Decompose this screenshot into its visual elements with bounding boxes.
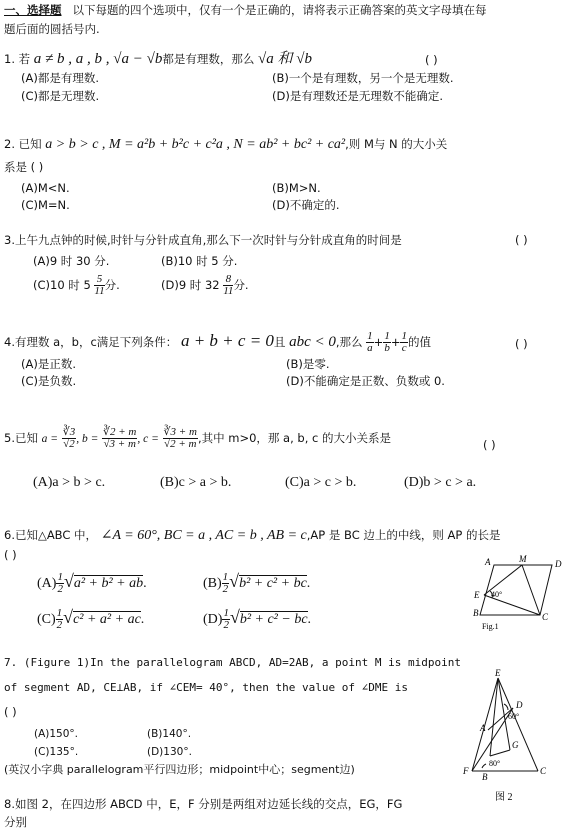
section-header: 一、选择题 [4, 3, 62, 17]
figure-2-quadrilateral [460, 668, 560, 804]
question-1 [4, 52, 312, 67]
q4-frac-c [400, 331, 408, 354]
q6-d-radicand: b² + c² − bc [239, 612, 308, 627]
figure-1-parallelogram [472, 553, 572, 631]
q5-b-frac [102, 427, 137, 450]
q2-option-a[interactable]: (A)M<N. [21, 181, 70, 195]
q3-option-a[interactable]: (A)9 时 30 分. [33, 254, 110, 268]
fig1-label-m: M [519, 554, 527, 564]
q6-b-sqrt-icon: √ [229, 571, 240, 591]
q3-c-fraction [94, 274, 104, 297]
q1-option-c[interactable]: (C)都是无理数. [21, 89, 100, 103]
q1-answer-paren[interactable]: ( ) [425, 53, 438, 67]
q5-c-eq: , c = [137, 433, 159, 445]
q6-a-label: (A) [37, 576, 57, 591]
q1-number: 1. [4, 52, 15, 66]
fig1-segment-mc [522, 565, 540, 615]
q5-a-frac [62, 427, 77, 450]
instruction-line-1 [4, 3, 486, 18]
fig2-angle-arc-2 [482, 764, 486, 768]
q3-d-den: 11 [223, 285, 234, 297]
q7-glossary: (英汉小字典 parallelogram平行四边形；midpoint中心；segment边) [4, 763, 355, 776]
q4-f3d: c [401, 342, 407, 354]
question-8-line-2: 分别 [4, 815, 27, 829]
q5-option-b[interactable]: (B)c > a > b. [160, 475, 232, 490]
q3-d-num: 8 [223, 274, 233, 286]
q3-option-b[interactable]: (B)10 时 5 分. [161, 254, 238, 268]
fig2-label-g: G [512, 740, 519, 750]
q4-f1d: a [367, 342, 373, 354]
q2-condition: a > b > c , M = a²b + b²c + c²a , N = ab² + bc² + ca² [45, 137, 346, 152]
q3-d-suffix: 分. [233, 278, 249, 292]
fig1-label-angle: 40° [491, 590, 503, 599]
q5-b-num: ∛2 + m [103, 426, 137, 438]
q2-suffix: ,则 M与 N 的大小关 [345, 137, 448, 151]
q5-b-eq: , b = [76, 433, 99, 445]
q5-option-d[interactable]: (D)b > c > a. [404, 475, 477, 490]
q6-c-half-num: 1 [56, 607, 63, 620]
q1-mid: 都是有理数，那么 [162, 52, 255, 66]
q6-option-c[interactable]: (C) $\frac{1}{2}$ √c² + a² + ac. [37, 607, 145, 632]
q7-option-d[interactable]: (D)130°. [147, 746, 192, 758]
q2-prefix: 已知 [18, 137, 42, 151]
q6-option-b[interactable]: (B) $\frac{1}{2}$ √b² + c² + bc. [203, 571, 311, 596]
q6-a-sqrt-icon: √ [63, 571, 74, 591]
q5-c-den: √2 + m [164, 438, 197, 450]
fig1-label-a: A [485, 557, 491, 567]
q3-answer-paren[interactable]: ( ) [515, 233, 528, 247]
q6-answer-paren[interactable]: ( ) [4, 548, 17, 562]
q5-c-num: ∛3 + m [163, 426, 197, 438]
question-5 [4, 427, 391, 450]
question-6 [4, 528, 501, 543]
fig2-angle-arc-1 [504, 704, 508, 710]
q7-answer-paren[interactable]: ( ) [4, 705, 17, 719]
q5-a-den: √2 [63, 438, 75, 450]
q4-answer-paren[interactable]: ( ) [515, 337, 528, 351]
q6-b-half-num: 1 [222, 571, 229, 584]
q4-f1n: 1 [367, 330, 373, 342]
q6-prefix: 6.已知△ABC 中， [4, 528, 98, 542]
fig1-label-d: D [555, 559, 562, 569]
q5-option-a[interactable]: (A)a > b > c. [33, 475, 106, 490]
q4-equation: a + b + c = 0 [180, 331, 274, 350]
q6-b-radicand: b² + c² + bc [239, 576, 307, 591]
q1-roots: √a 和 √b [258, 51, 312, 67]
q6-d-sqrt-icon: √ [229, 607, 240, 627]
q6-d-half-den: 2 [223, 619, 229, 632]
instruction-text: 以下每题的四个选项中，仅有一个是正确的，请将表示正确答案的英文字母填在每 [72, 3, 487, 17]
fig2-label-d: D [516, 700, 523, 710]
q6-condition: ∠A = 60°, BC = a , AC = b , AB = c [100, 528, 307, 543]
q6-b-label: (B) [203, 576, 222, 591]
fig2-label-e: E [495, 668, 501, 678]
q6-a-half [56, 572, 64, 595]
q4-frac-b [383, 331, 391, 354]
q5-a-eq: a = [41, 433, 59, 445]
q7-option-b[interactable]: (B)140°. [147, 728, 192, 740]
q6-suffix: ,AP 是 BC 边上的中线，则 AP 的长是 [306, 528, 501, 542]
q3-option-d[interactable] [161, 274, 249, 297]
q2-option-b[interactable]: (B)M>N. [272, 181, 321, 195]
fig2-label-angle-80: 80° [489, 759, 501, 768]
q6-a-half-den: 2 [57, 583, 63, 596]
q7-option-a[interactable]: (A)150°. [34, 728, 79, 740]
fig1-caption: Fig.1 [482, 622, 499, 631]
q4-and: 且 [273, 335, 286, 349]
fig2-label-angle-60: 60° [508, 712, 520, 721]
fig1-label-c: C [542, 612, 549, 622]
q1-option-b[interactable]: (B)一个是有理数，另一个是无理数. [272, 71, 454, 85]
q5-a-num: ∛3 [62, 426, 76, 438]
q5-c-frac [163, 427, 198, 450]
q6-a-radicand: a² + b² + ab [73, 576, 144, 591]
q4-condition: abc < 0 [289, 334, 336, 350]
q5-prefix: 5.已知 [4, 431, 38, 445]
fig1-label-b: B [473, 608, 479, 618]
q4-value: 的值 [407, 335, 431, 349]
q1-condition: a ≠ b , a , b , √a − √b [33, 51, 163, 67]
q4-option-d[interactable]: (D)不能确定是正数、负数或 0. [286, 374, 445, 388]
q4-option-c[interactable]: (C)是负数. [21, 374, 77, 388]
fig2-label-f: F [463, 766, 469, 776]
fig2-line-bg [490, 750, 510, 756]
q4-f3n: 1 [401, 330, 407, 342]
q4-then: ,那么 [335, 335, 363, 349]
q3-d-prefix: (D)9 时 32 [161, 278, 220, 292]
q6-c-radicand: c² + a² + ac [73, 612, 141, 627]
question-4: 4.有理数 a，b，c满足下列条件： a + b + c = 0且 abc < 0,那么 $\frac{1}{a}$ + $\frac{1}{b}$ + $\frac{1}{c}$ 的值 [4, 330, 431, 354]
q2-line-2: 系是 ( ) [4, 160, 44, 174]
q5-answer-paren[interactable]: ( ) [483, 438, 496, 452]
q1-option-d[interactable]: (D)是有理数还是无理数不能确定. [272, 89, 443, 103]
q6-c-label: (C) [37, 612, 56, 627]
q6-d-label: (D) [203, 612, 223, 627]
fig1-label-e: E [474, 590, 480, 600]
question-3: 3.上午九点钟的时候,时针与分针成直角,那么下一次时针与分针成直角的时间是 [4, 233, 402, 247]
q4-f2n: 1 [384, 330, 390, 342]
q1-option-a[interactable]: (A)都是有理数. [21, 71, 99, 85]
fig2-label-b: B [482, 772, 488, 782]
q2-number: 2. [4, 137, 15, 151]
q4-option-b[interactable]: (B)是零. [286, 357, 330, 371]
q4-frac-a [366, 331, 374, 354]
q4-prefix: 4.有理数 a，b，c满足下列条件： [4, 335, 178, 349]
fig2-label-a: A [480, 723, 486, 733]
q6-option-a[interactable]: (A) $\frac{1}{2}$ √a² + b² + ab. [37, 571, 147, 596]
fig2-label-c: C [540, 766, 547, 776]
q5-option-c[interactable]: (C)a > c > b. [285, 475, 357, 490]
q6-d-half-num: 1 [223, 607, 229, 620]
question-7-line-1: 7. (Figure 1)In the parallelogram ABCD, AD=2AB, a point M is midpoint [4, 656, 461, 669]
q3-c-suffix: 分. [104, 278, 120, 292]
fig2-line-eb [490, 678, 498, 756]
q3-option-c[interactable] [33, 274, 120, 297]
q6-option-d[interactable]: (D) $\frac{1}{2}$ √b² + c² − bc. [203, 607, 312, 632]
instruction-line-2: 题后面的圆括号内. [4, 22, 100, 36]
q6-c-sqrt-icon: √ [63, 607, 74, 627]
q5-suffix: ,其中 m>0，那 a, b, c 的大小关系是 [197, 431, 392, 445]
q6-a-half-num: 1 [57, 571, 63, 584]
q3-c-num: 5 [94, 274, 104, 286]
q3-d-fraction [223, 274, 233, 297]
q2-option-d[interactable]: (D)不确定的. [272, 198, 340, 212]
q6-d-half [222, 608, 230, 631]
q6-c-half-den: 2 [56, 619, 63, 632]
q2-option-c[interactable]: (C)M=N. [21, 198, 70, 212]
q5-b-den: √3 + m [103, 438, 136, 450]
question-8-line-1: 8.如图 2，在四边形 ABCD 中，E，F 分别是两组对边延长线的交点，EG，FG [4, 797, 403, 811]
q3-c-prefix: (C)10 时 5 [33, 278, 91, 292]
q4-f2d: b [384, 342, 390, 354]
fig2-line-ec [498, 678, 538, 771]
q4-option-a[interactable]: (A)是正数. [21, 357, 76, 371]
q6-b-half-den: 2 [222, 583, 229, 596]
q7-option-c[interactable]: (C)135°. [34, 746, 79, 758]
fig2-caption: 图 2 [495, 792, 513, 803]
question-7-line-2: of segment AD, CE⊥AB, if ∠CEM= 40°, then the value of ∠DME is [4, 681, 408, 694]
question-2 [4, 137, 447, 152]
q3-c-den: 11 [94, 285, 105, 297]
q1-prefix: 若 [18, 52, 31, 66]
